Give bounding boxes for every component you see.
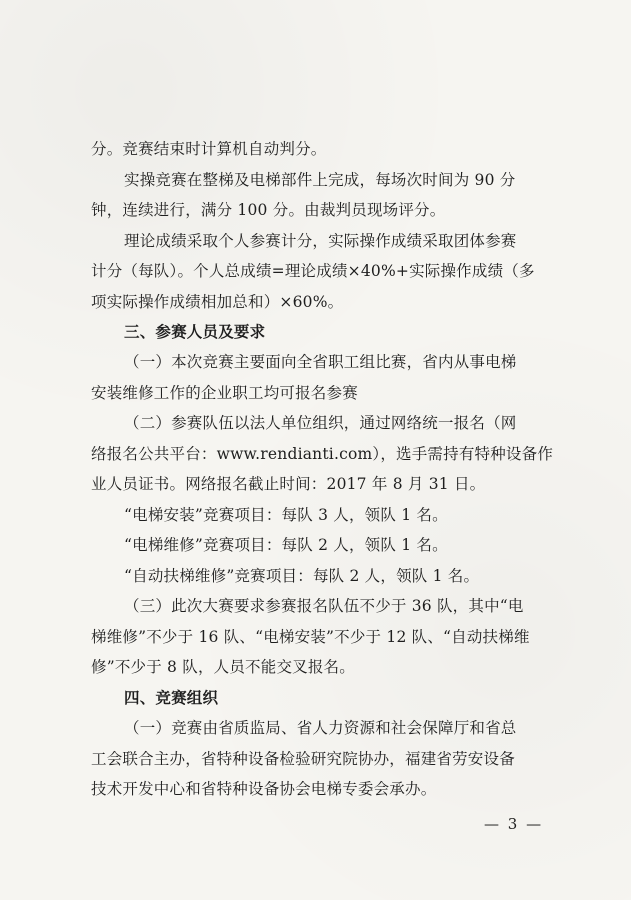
- text-line-14: “电梯维修”竞赛项目：每队 2 人，领队 1 名。: [124, 536, 448, 554]
- text-line-3: 钟，连续进行，满分 100 分。由裁判员现场评分。: [91, 201, 446, 219]
- text-line-6: 项实际操作成绩相加总和）×60%。: [91, 293, 344, 311]
- text-line-9: 安装维修工作的企业职工均可报名参赛: [91, 384, 358, 402]
- text-line-5: 计分（每队）。个人总成绩=理论成绩×40%+实际操作成绩（多: [91, 262, 535, 280]
- text-line-1: 分。竞赛结束时计算机自动判分。: [91, 140, 327, 158]
- text-line-10: （二）参赛队伍以法人单位组织，通过网络统一报名（网: [124, 414, 517, 432]
- section-heading-3: 三、参赛人员及要求: [124, 323, 266, 341]
- page-number: — 3 —: [484, 815, 544, 833]
- text-line-18: 修”不少于 8 队，人员不能交叉报名。: [91, 658, 355, 676]
- text-line-22: 技术开发中心和省特种设备协会电梯专委会承办。: [91, 780, 437, 798]
- text-line-17: 梯维修”不少于 16 队、“电梯安装”不少于 12 队、“自动扶梯维: [91, 628, 530, 646]
- text-line-11: 络报名公共平台：www.rendianti.com），选手需持有特种设备作: [91, 445, 554, 463]
- text-line-16: （三）此次大赛要求参赛报名队伍不少于 36 队，其中“电: [124, 597, 524, 615]
- text-line-13: “电梯安装”竞赛项目：每队 3 人，领队 1 名。: [124, 506, 448, 524]
- text-line-8: （一）本次竞赛主要面向全省职工组比赛，省内从事电梯: [124, 353, 517, 371]
- text-line-15: “自动扶梯维修”竞赛项目：每队 2 人，领队 1 名。: [124, 567, 480, 585]
- text-line-21: 工会联合主办，省特种设备检验研究院协办，福建省劳安设备: [91, 750, 515, 768]
- text-line-12: 业人员证书。网络报名截止时间：2017 年 8 月 31 日。: [91, 475, 486, 493]
- section-heading-4: 四、竞赛组织: [124, 689, 219, 707]
- text-line-2: 实操竞赛在整梯及电梯部件上完成，每场次时间为 90 分: [124, 171, 516, 189]
- text-line-20: （一）竞赛由省质监局、省人力资源和社会保障厅和省总: [124, 719, 517, 737]
- text-line-4: 理论成绩采取个人参赛计分，实际操作成绩采取团体参赛: [124, 232, 517, 250]
